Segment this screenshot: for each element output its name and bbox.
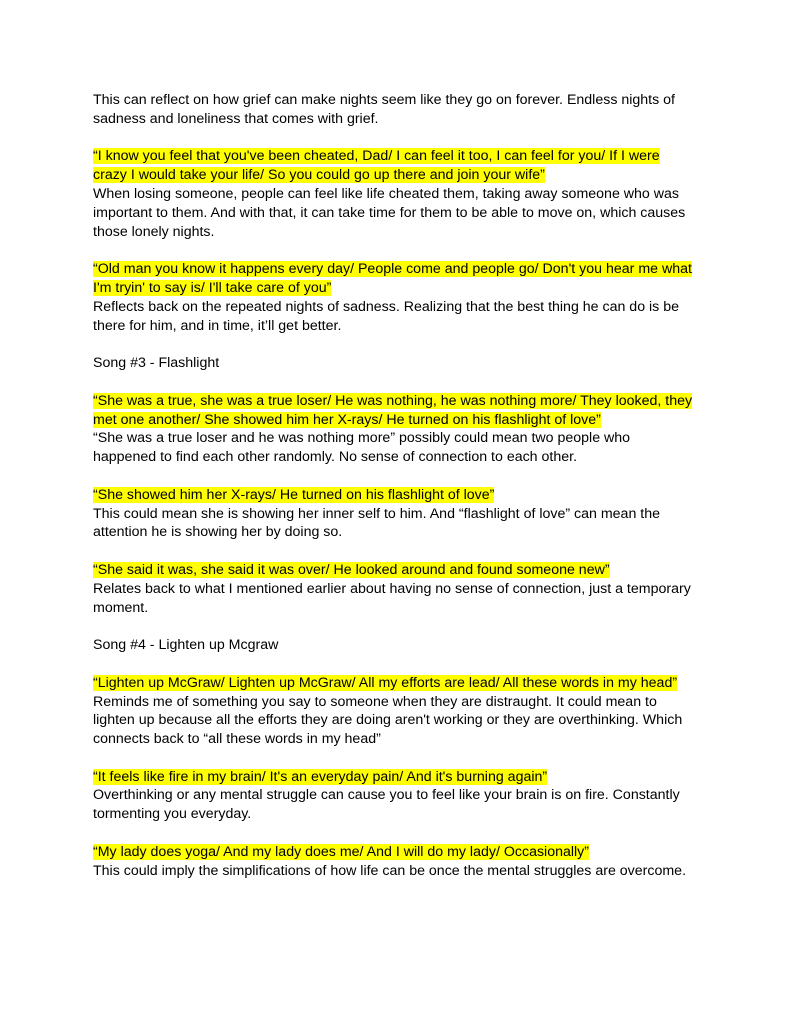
quote-line [93,768,713,787]
quote-line [93,561,713,580]
text-line: “She was a true loser and he was nothing more” possibly could mean two people who [93,430,631,447]
text-line: happened to find each other randomly. No sense of connection to each other. [93,449,578,466]
quote-line [93,392,713,411]
text-line: those lonely nights. [93,223,215,240]
highlighted-lyric: “I know you feel that you've been cheated, Dad/ I can feel it too, I can feel for you/ If I were [93,148,660,165]
lyric-analysis-block [93,843,713,881]
quote-line [93,486,713,505]
heading-text: Song #3 - Flashlight [93,355,220,372]
text-line: When losing someone, people can feel like life cheated them, taking away someone who was [93,185,679,202]
text-line: This can reflect on how grief can make nights seem like they go on forever. Endless nights of [93,92,675,108]
lyric-analysis-block [93,768,713,824]
text-line: sadness and loneliness that comes with grief. [93,110,379,127]
song-heading [93,636,713,655]
quote-line [93,843,713,862]
document-page [93,91,713,899]
highlighted-lyric: met one another/ She showed him her X-rays/ He turned on his flashlight of love” [93,411,601,428]
lyric-analysis-block [93,486,713,542]
text-line: Relates back to what I mentioned earlier about having no sense of connection, just a temporary [93,580,691,597]
highlighted-lyric: I'm tryin' to say is/ I'll take care of you” [93,279,332,296]
quote-line [93,411,713,430]
highlighted-lyric: “She was a true, she was a true loser/ He was nothing, he was nothing more/ They looked, they [93,392,693,409]
quote-line [93,147,713,166]
highlighted-lyric: “My lady does yoga/ And my lady does me/ And I will do my lady/ Occasionally” [93,843,589,860]
lyric-analysis-block [93,392,713,467]
text-line: attention he is showing her by doing so. [93,524,343,541]
lyric-analysis-block [93,561,713,617]
text-line: important to them. And with that, it can take time for them to be able to move on, which causes [93,204,686,221]
heading-text: Song #4 - Lighten up Mcgraw [93,637,279,654]
text-line: Reflects back on the repeated nights of sadness. Realizing that the best thing he can do is be [93,298,680,315]
text-line: This could imply the simplifications of how life can be once the mental struggles are overcome. [93,862,687,879]
song-heading [93,354,713,373]
text-line: This could mean she is showing her inner self to him. And “flashlight of love” can mean the [93,505,661,522]
text-line: connects back to “all these words in my head” [93,731,381,748]
text-line: moment. [93,599,149,616]
highlighted-lyric: “Lighten up McGraw/ Lighten up McGraw/ All my efforts are lead/ All these words in my head” [93,674,678,691]
lyric-analysis-block [93,674,713,749]
lyric-analysis-block [93,260,713,335]
quote-line [93,279,713,298]
highlighted-lyric: “She said it was, she said it was over/ He looked around and found someone new” [93,561,610,578]
text-line: tormenting you everyday. [93,806,252,823]
highlighted-lyric: “Old man you know it happens every day/ People come and people go/ Don't you hear me what [93,261,692,278]
highlighted-lyric: “She showed him her X-rays/ He turned on his flashlight of love” [93,486,495,503]
highlighted-lyric: “It feels like fire in my brain/ It's an everyday pain/ And it's burning again” [93,768,548,785]
quote-line [93,674,713,693]
text-line: lighten up because all the efforts they are doing aren't working or they are overthinking. Which [93,712,683,729]
text-line: Overthinking or any mental struggle can cause you to feel like your brain is on fire. Constantly [93,787,680,804]
paragraph [93,91,713,129]
text-line: Reminds me of something you say to someone when they are distraught. It could mean to [93,693,657,710]
text-line: there for him, and in time, it’ll get better. [93,317,342,334]
highlighted-lyric: crazy I would take your life/ So you could go up there and join your wife” [93,167,545,184]
quote-line [93,260,713,279]
lyric-analysis-block [93,147,713,241]
quote-line [93,166,713,185]
